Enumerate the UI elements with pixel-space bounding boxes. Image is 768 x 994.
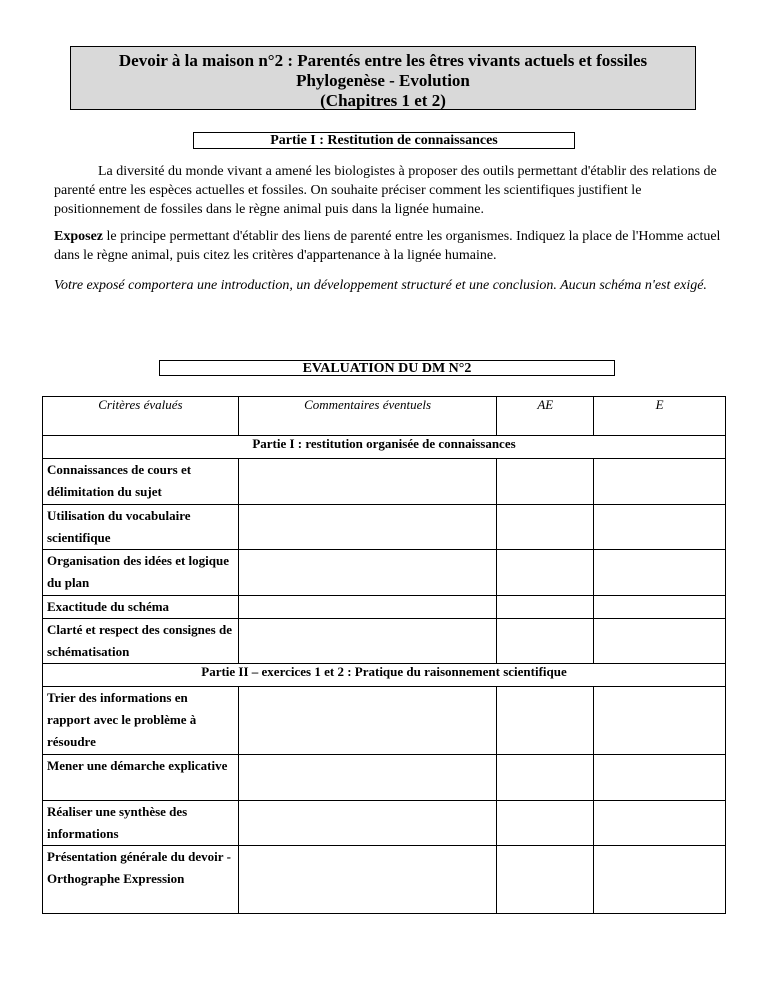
- e-cell[interactable]: [594, 755, 726, 801]
- section-heading-part1: Partie I : Restitution de connaissances: [193, 132, 575, 149]
- e-cell[interactable]: [594, 801, 726, 846]
- criterion-label: Utilisation du vocabulaire scientifique: [43, 505, 239, 550]
- part2-heading: Partie II – exercices 1 et 2 : Pratique du raisonnement scientifique: [43, 664, 726, 687]
- table-row: [43, 596, 726, 619]
- ae-cell[interactable]: [497, 687, 594, 755]
- comment-cell[interactable]: [238, 505, 497, 550]
- comment-cell[interactable]: [238, 550, 497, 596]
- criterion-label: Mener une démarche explicative: [43, 755, 239, 801]
- comment-cell[interactable]: [238, 459, 497, 505]
- instruction-keyword: Exposez: [54, 229, 103, 244]
- instruction-text: le principe permettant d'établir des liens de parenté entre les organismes. Indiquez la place de l'Homme actuel dans le règne animal, puis citez les critères d'appartenance à la lignée humaine.: [54, 229, 721, 263]
- table-row: [43, 619, 726, 664]
- table-row: [43, 687, 726, 755]
- e-cell[interactable]: [594, 846, 726, 914]
- ae-cell[interactable]: [497, 619, 594, 664]
- evaluation-heading: EVALUATION DU DM N°2: [159, 360, 615, 376]
- e-cell[interactable]: [594, 459, 726, 505]
- comment-cell[interactable]: [238, 801, 497, 846]
- part1-band-row: [43, 436, 726, 459]
- table-row: [43, 801, 726, 846]
- evaluation-table: [42, 396, 726, 914]
- column-header: E: [594, 397, 726, 436]
- note-paragraph: Votre exposé comportera une introduction, un développement structuré et une conclusion. Aucun schéma n'est exigé.: [54, 278, 707, 293]
- criterion-label: Clarté et respect des consignes de schématisation: [43, 619, 239, 664]
- comment-cell[interactable]: [238, 846, 497, 914]
- column-header: Critères évalués: [43, 397, 239, 436]
- table-row: [43, 459, 726, 505]
- column-header: AE: [497, 397, 594, 436]
- part2-band-row: [43, 664, 726, 687]
- table-row: [43, 550, 726, 596]
- ae-cell[interactable]: [497, 846, 594, 914]
- ae-cell[interactable]: [497, 755, 594, 801]
- criterion-label: Organisation des idées et logique du plan: [43, 550, 239, 596]
- comment-cell[interactable]: [238, 755, 497, 801]
- table-row: [43, 846, 726, 914]
- table-row: [43, 755, 726, 801]
- table-row: [43, 505, 726, 550]
- document-title: [70, 46, 696, 110]
- title-line-2: Phylogenèse - Evolution: [296, 71, 470, 90]
- criterion-label: Présentation générale du devoir - Orthographe Expression: [43, 846, 239, 914]
- title-line-1: Devoir à la maison n°2 : Parentés entre les êtres vivants actuels et fossiles: [118, 51, 648, 70]
- part1-heading: Partie I : restitution organisée de connaissances: [43, 436, 726, 459]
- column-header: Commentaires éventuels: [238, 397, 497, 436]
- e-cell[interactable]: [594, 550, 726, 596]
- ae-cell[interactable]: [497, 550, 594, 596]
- table-header-row: [43, 397, 726, 436]
- comment-cell[interactable]: [238, 619, 497, 664]
- ae-cell[interactable]: [497, 505, 594, 550]
- criterion-label: Exactitude du schéma: [43, 596, 239, 619]
- ae-cell[interactable]: [497, 596, 594, 619]
- ae-cell[interactable]: [497, 801, 594, 846]
- e-cell[interactable]: [594, 619, 726, 664]
- criterion-label: Trier des informations en rapport avec le problème à résoudre: [43, 687, 239, 755]
- intro-paragraph: La diversité du monde vivant a amené les biologistes à proposer des outils permettant d'établir des relations de parenté entre les espèces actuelles et fossiles. On souhaite préciser comment les scientifiques justifient le positionnement de fossiles dans le règne animal puis dans la lignée humaine.: [54, 164, 717, 217]
- e-cell[interactable]: [594, 505, 726, 550]
- criterion-label: Réaliser une synthèse des informations: [43, 801, 239, 846]
- ae-cell[interactable]: [497, 459, 594, 505]
- instruction-paragraph: [54, 227, 724, 265]
- title-line-3: (Chapitres 1 et 2): [320, 91, 446, 110]
- comment-cell[interactable]: [238, 687, 497, 755]
- comment-cell[interactable]: [238, 596, 497, 619]
- e-cell[interactable]: [594, 687, 726, 755]
- criterion-label: Connaissances de cours et délimitation du sujet: [43, 459, 239, 505]
- e-cell[interactable]: [594, 596, 726, 619]
